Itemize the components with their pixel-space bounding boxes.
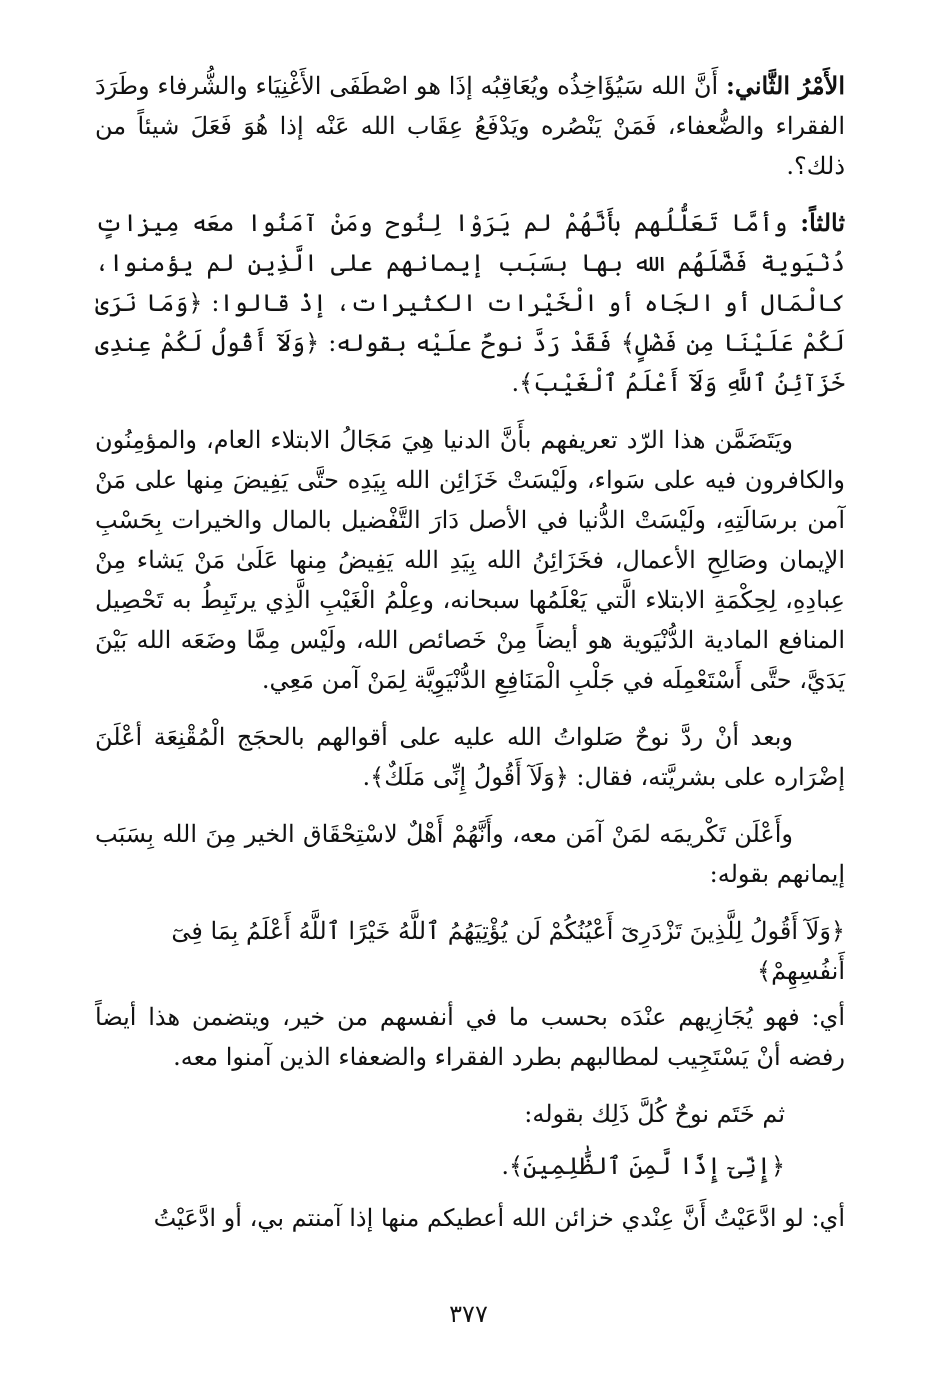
paragraph-5: وأَعْلَن تَكْريمَه لمَنْ آمَن معه، وأَنَّهُمْ أَهْلٌ لاسْتِحْقَاق الخير مِنَ الله بِسَبَب إيمانهم بقوله:: [95, 820, 845, 888]
quran-verse-1: ﴿وَلَآ أَقُولُ لِلَّذِينَ تَزْدَرِىٓ أَعْيُنُكُمْ لَن يُؤْتِيَهُمُ ٱللَّهُ خَيْرًا ٱللَّهُ أَعْلَمُ بِمَا فِىٓ أَنفُسِهِمْ﴾: [171, 917, 845, 985]
paragraph-4: وبعد أنْ ردَّ نوحٌ صَلواتُ الله عليه على أقوالهم بالحجَج الْمُقْنِعَة أعْلَنَ إضْرَاره على بشريَّته، فقال: ﴿وَلَآ أَقُولُ إِنِّى مَلَكٌ﴾.: [95, 723, 845, 791]
paragraph-2-text: وأمَّا تَعَلُّلُهم بأَنَّهُمْ لم يَرَوْا لِنُوح ومَنْ آمَنُوا معَه مِيزاتٍ دُنْيَوية فَضَّلَهُم الله بها بسَبَب إيمانهم على الَّذِين لم يؤمنوا، كالْمَال أو الجَاه أو الْخَيْرات الكثيرات، إذْ قالوا: ﴿وَمَا نَرَىٰ لَكُمْ عَلَيْنَا مِن فَضْلٍ﴾ فَقَدْ رَدَّ نوحٌ علَيْه بقوله: ﴿وَلَآ أَقُولُ لَكُمْ عِندِى خَزَآئِنُ ٱللَّهِ وَلَآ أَعْلَمُ ٱلْغَيْبَ﴾.: [95, 209, 845, 397]
paragraph-1-text: أَنَّ الله سَيُؤَاخِذُه ويُعَاقِبُه إذَا هو اصْطَفَى الأَغْنِيَاء والشُّرفاء وطَرَدَ الفقراء والضُّعفاء، فَمَنْ يَنْصُره ويَدْفَعُ عِقَاب الله عَنْه إذا هُوَ فَعَلَ شيئاً من ذلك؟.: [95, 72, 845, 180]
paragraph-7: ثم خَتَم نوحٌ كُلَّ ذَلِك بقوله:: [524, 1100, 785, 1128]
paragraph-2: [95, 203, 845, 403]
heading-second-matter: الأَمْرُ الثَّاني:: [725, 71, 845, 100]
paragraph-6: أي: فهو يُجَازِيهم عنْدَه بحسب ما في أنفسهم من خير، ويتضمن هذا أيضاً رفضه أنْ يَسْتَجِيب لمطالبهم بطرد الفقراء والضعفاء الذين آمنوا معه.: [95, 1003, 845, 1071]
quran-verse-2: ﴿إِنِّىٓ إِذًا لَّمِنَ ٱلظَّٰلِمِينَ﴾.: [501, 1152, 785, 1180]
paragraph-1: [95, 66, 845, 186]
paragraph-3: ويَتَضَمَّن هذا الرّد تعريفهم بأَنَّ الدنيا هِيَ مَجَالُ الابتلاء العام، والمؤمِنُون والكافرون فيه على سَواء، ولَيْسَتْ خَزَائِن الله بِيَدِه حتَّى يَفِيضَ مِنها على مَنْ آمن برسَالَتِهِ، ولَيْسَتْ الدُّنيا في الأصل دَارَ التَّفْضيل بالمال والخيرات بِحَسْبِ الإيمان وصَالِحِ الأعمال، فخَزَائِنُ الله بِيَدِ الله يَفِيضُ مِنها عَلَىٰ مَنْ يَشاء مِنْ عِبادِهِ، لِحِكْمَةِ الابتلاء الَّتي يَعْلَمُها سبحانه، وعِلْمُ الْغَيْبِ الَّذِي يرتَبِطُ به تَحْصِيل المنافع المادية الدُّنْيَوية هو أيضاً مِنْ خَصائص الله، ولَيْس مِمَّا وضَعَه الله بَيْنَ يَدَيَّ، حتَّى أَسْتَعْمِلَه في جَلْبِ الْمَنَافِعِ الدُّنْيَوِيَّة لِمَنْ آمن مَعِي.: [95, 426, 845, 694]
page-number: ٣٧٧: [449, 1300, 488, 1328]
page-body: [95, 66, 845, 1255]
paragraph-8: أي: لو ادَّعَيْتُ أَنَّ عِنْدي خزائن الله أعطيكم منها إذا آمنتم بي، أو ادَّعَيْتُ: [153, 1204, 845, 1232]
heading-thirdly: ثالثاً:: [800, 208, 845, 237]
